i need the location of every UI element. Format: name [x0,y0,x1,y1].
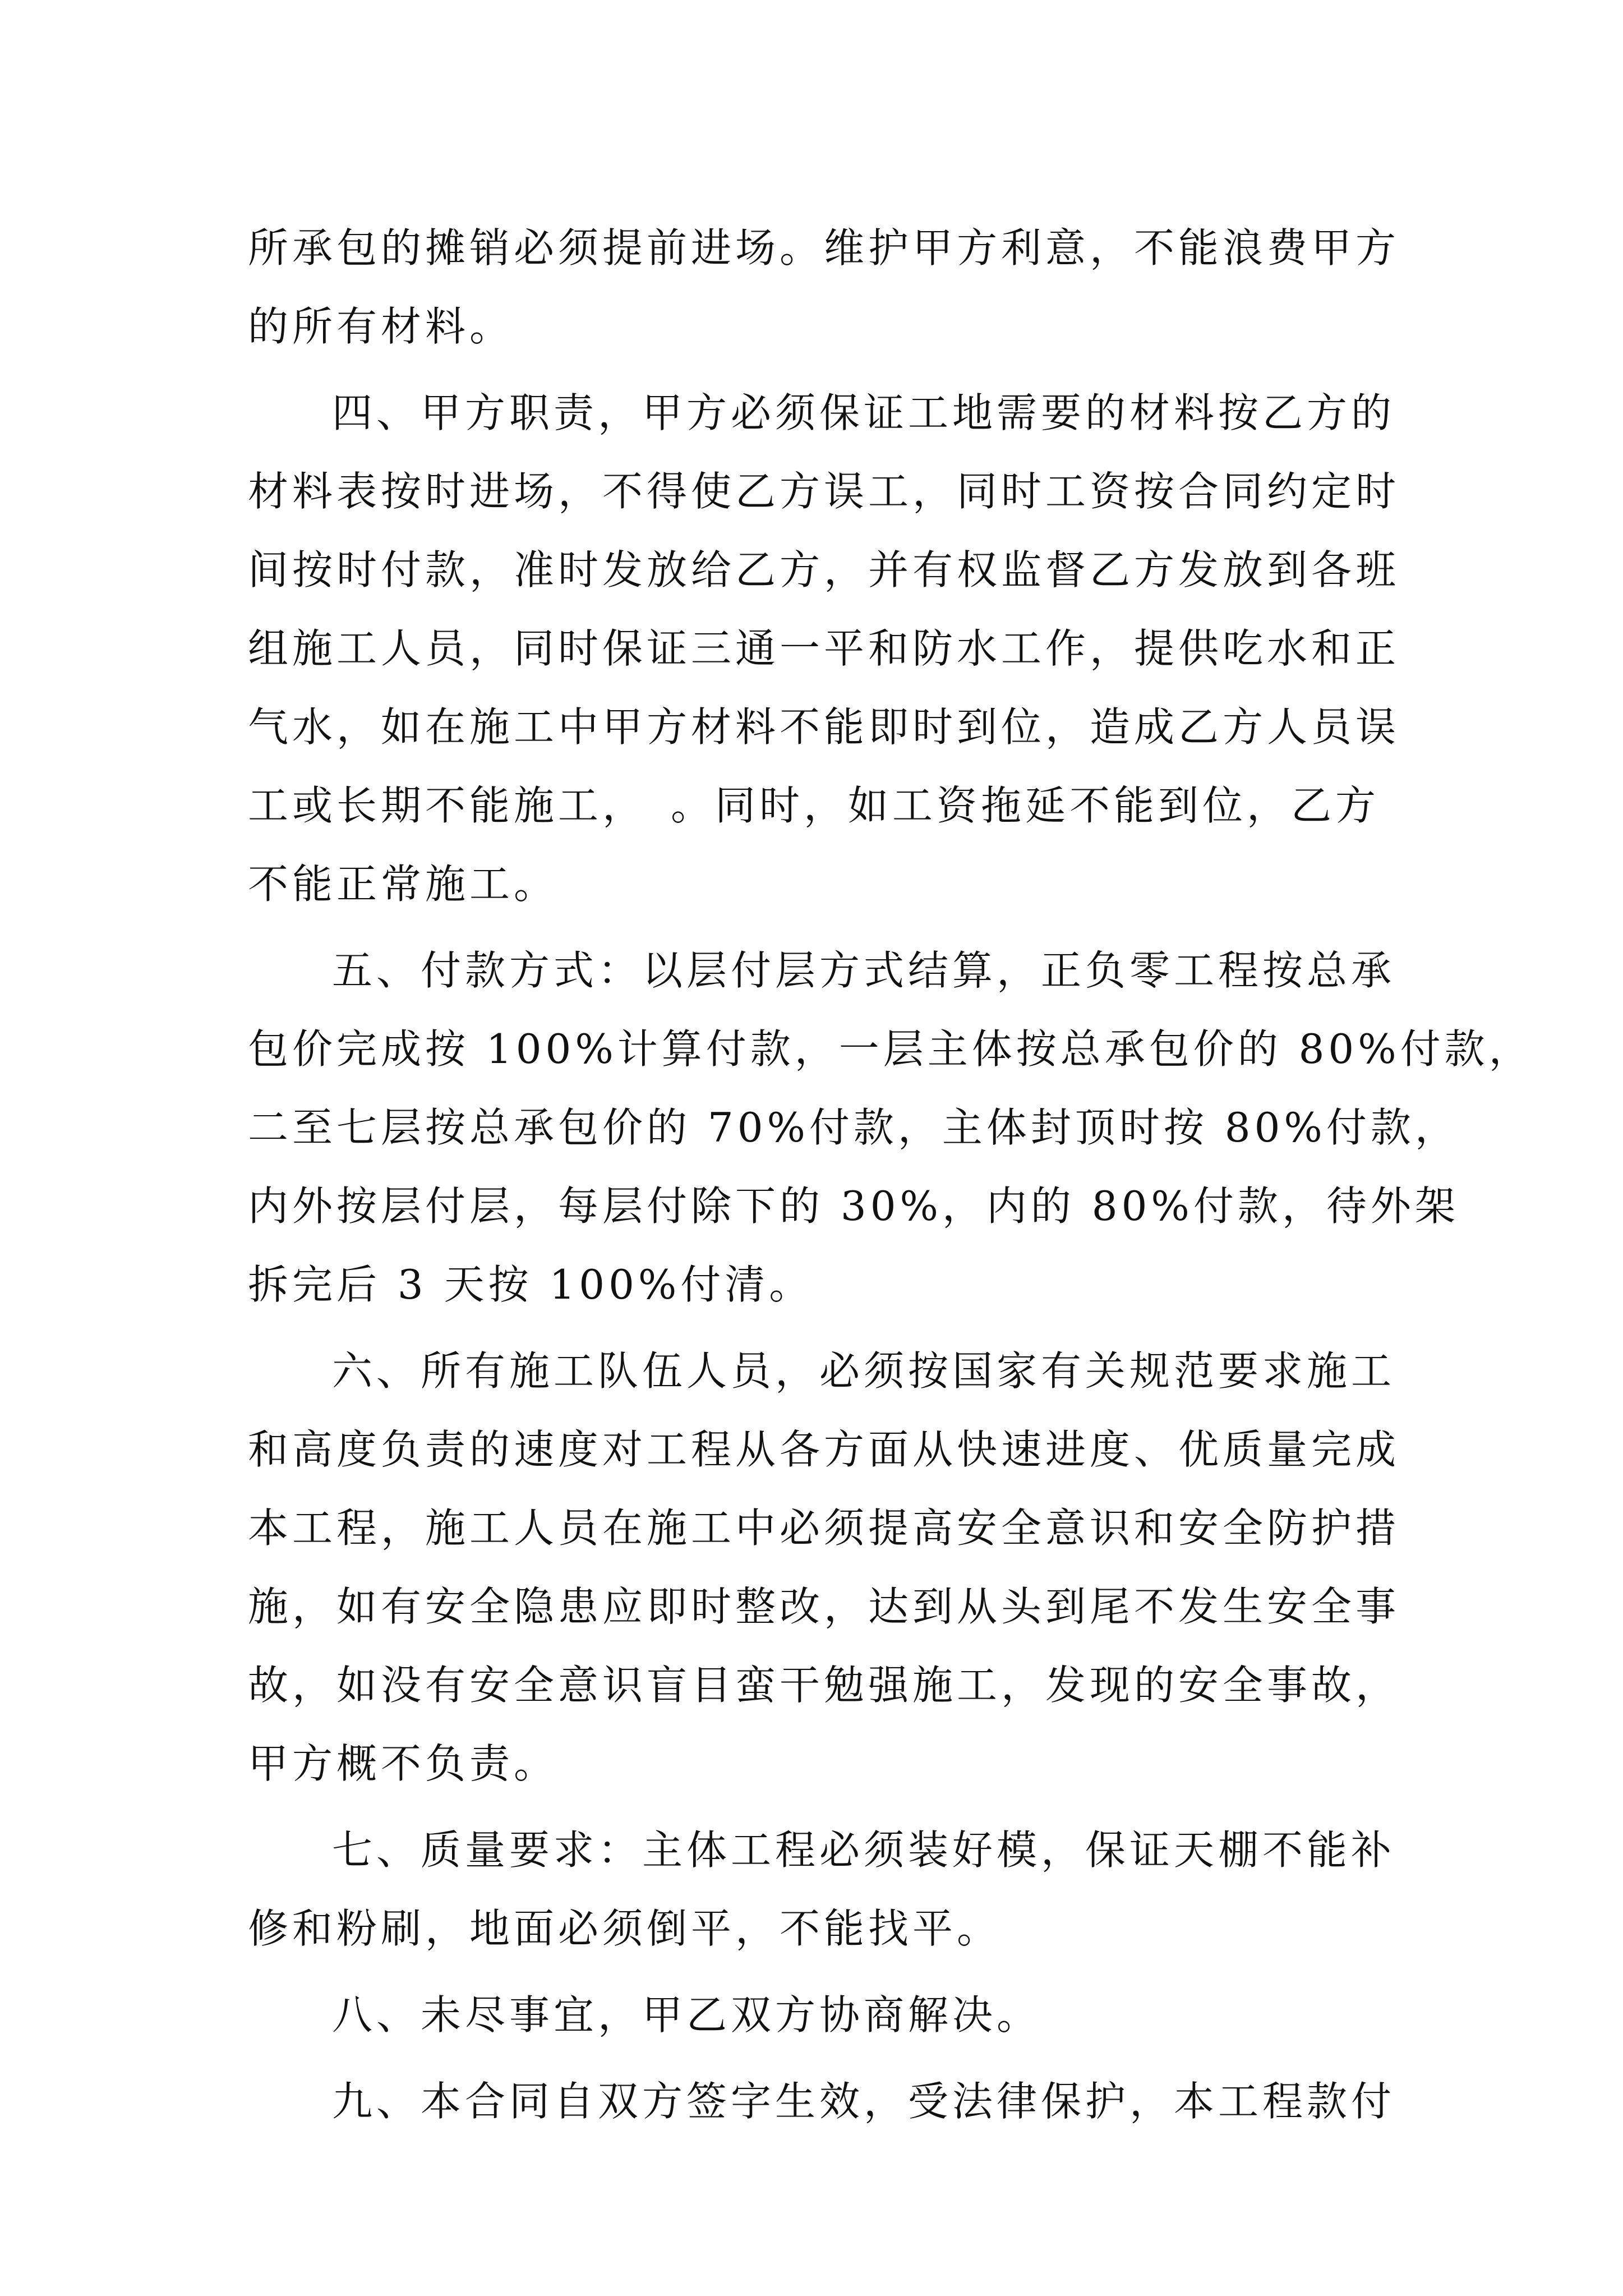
paragraph-clause-9 [248,2062,1396,2141]
text-line: 二至七层按总承包价的 70%付款，主体封顶时按 80%付款， [248,1104,1459,1151]
text-line: 内外按层付层，每层付除下的 30%，内的 80%付款，待外架 [248,1182,1459,1230]
text-line: 气水，如在施工中甲方材料不能即时到位，造成乙方人员误 [248,703,1400,751]
text-line: 九、本合同自双方签字生效，受法律保护，本工程款付 [332,2078,1396,2125]
text-line: 故，如没有安全意识盲目蛮干勉强施工，发现的安全事故， [248,1662,1400,1709]
text-line: 甲方概不负责。 [248,1740,559,1787]
text-line: 四、甲方职责，甲方必须保证工地需要的材料按乙方的 [332,389,1396,436]
text-line: 材料表按时进场，不得使乙方误工，同时工资按合同约定时 [248,468,1400,515]
paragraph-clause-6 [248,1332,1400,1803]
text-line: 所承包的摊销必须提前进场。维护甲方利意，不能浪费甲方 [248,224,1400,272]
text-line: 拆完后 3 天按 100%付清。 [248,1261,814,1308]
text-line: 八、未尽事宜，甲乙双方协商解决。 [332,1991,1041,2039]
text-line: 五、付款方式：以层付层方式结算，正负零工程按总承 [332,947,1396,994]
document-body [248,209,1533,2148]
text-line: 工或长期不能施工， 。同时，如工资拖延不能到位，乙方 [248,782,1380,829]
text-line: 六、所有施工队伍人员，必须按国家有关规范要求施工 [332,1347,1396,1395]
paragraph-clause-8 [248,1976,1386,2054]
text-line: 施，如有安全隐患应即时整改，达到从头到尾不发生安全事 [248,1583,1400,1630]
text-line: 本工程，施工人员在施工中必须提高安全意识和安全防护措 [248,1504,1400,1552]
paragraph-continuation [248,209,1400,366]
text-line: 修和粉刷，地面必须倒平，不能找平。 [248,1905,1002,1952]
text-line: 的所有材料。 [248,303,514,350]
text-line: 七、质量要求：主体工程必须装好模，保证天棚不能补 [332,1826,1396,1874]
text-line: 组施工人员，同时保证三通一平和防水工作，提供吃水和正 [248,625,1400,672]
text-line: 和高度负责的速度对工程从各方面从快速进度、优质量完成 [248,1426,1400,1473]
text-line: 包价完成按 100%计算付款，一层主体按总承包价的 80%付款， [248,1025,1533,1073]
paragraph-clause-5 [248,931,1533,1324]
text-line: 不能正常施工。 [248,861,559,908]
paragraph-clause-4 [248,374,1400,923]
paragraph-clause-7 [248,1811,1396,1968]
text-line: 间按时付款，准时发放给乙方，并有权监督乙方发放到各班 [248,546,1400,593]
